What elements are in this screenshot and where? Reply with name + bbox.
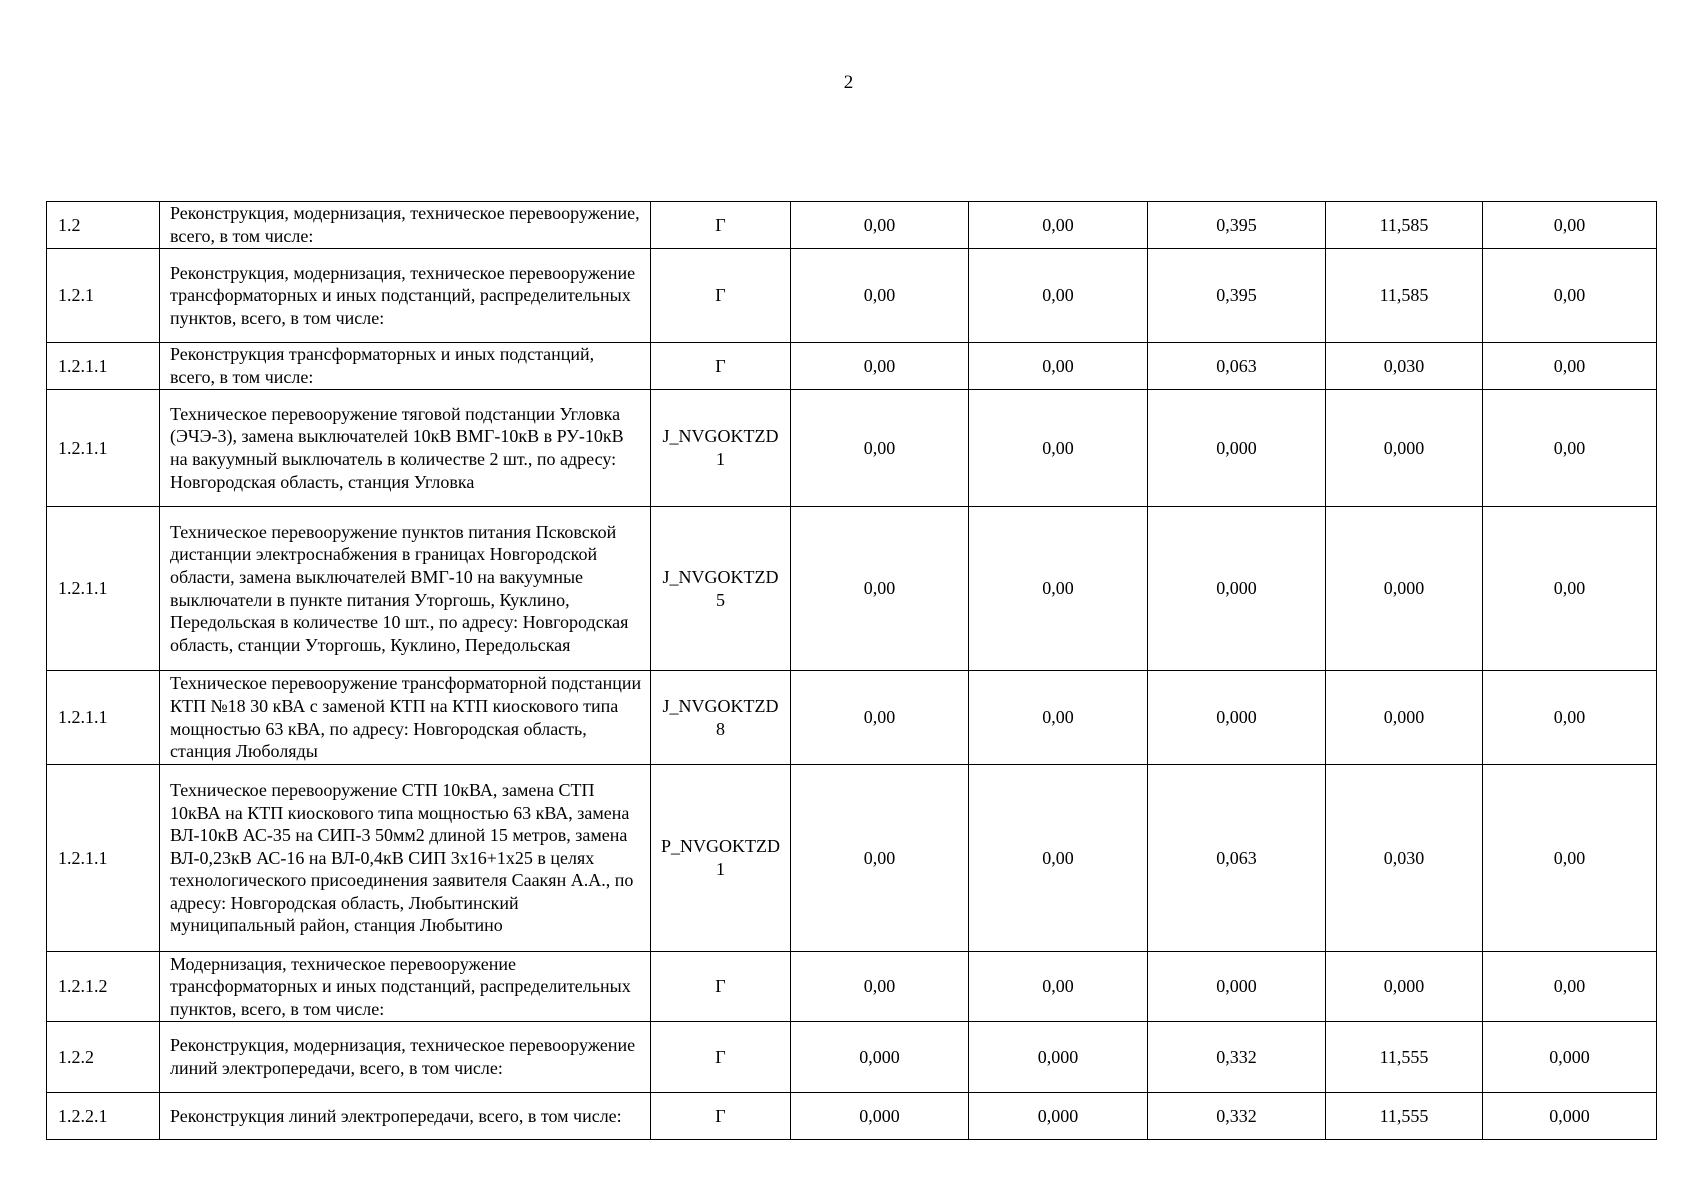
row-number: 1.2.1.1 — [47, 671, 160, 765]
row-number: 1.2.1.2 — [47, 952, 160, 1022]
row-value-2: 0,00 — [969, 202, 1148, 249]
row-name: Реконструкция трансформаторных и иных подстанций, всего, в том числе: — [160, 343, 651, 390]
row-value-3: 0,000 — [1148, 671, 1326, 765]
row-value-4: 11,555 — [1326, 1022, 1483, 1093]
table-row — [47, 343, 1657, 390]
row-code: Г — [651, 202, 791, 249]
row-code: J_NVGOKTZD5 — [651, 507, 791, 671]
table-row — [47, 507, 1657, 671]
row-value-2: 0,00 — [969, 507, 1148, 671]
row-value-3: 0,000 — [1148, 507, 1326, 671]
row-code: Г — [651, 249, 791, 343]
row-name: Техническое перевооружение пунктов питания Псковской дистанции электроснабжения в границах Новгородской области, замена выключателей ВМГ-10 на вакуумные выключатели в пункте питания Уторгошь, Куклино, Передольская в количестве 10 шт., по адресу: Новгородская область, станции Уторгошь, Куклино, Передольская — [160, 507, 651, 671]
table-body — [47, 202, 1657, 1140]
row-value-3: 0,395 — [1148, 249, 1326, 343]
row-value-5: 0,00 — [1483, 202, 1657, 249]
row-value-2: 0,00 — [969, 249, 1148, 343]
row-value-2: 0,00 — [969, 952, 1148, 1022]
row-code: J_NVGOKTZD8 — [651, 671, 791, 765]
row-code: Г — [651, 1093, 791, 1140]
row-value-2: 0,00 — [969, 765, 1148, 952]
row-value-1: 0,00 — [791, 343, 969, 390]
row-value-4: 11,555 — [1326, 1093, 1483, 1140]
row-value-2: 0,000 — [969, 1022, 1148, 1093]
row-value-2: 0,00 — [969, 390, 1148, 507]
row-number: 1.2.1.1 — [47, 507, 160, 671]
row-value-4: 0,000 — [1326, 671, 1483, 765]
row-name: Модернизация, техническое перевооружение трансформаторных и иных подстанций, распределительных пунктов, всего, в том числе: — [160, 952, 651, 1022]
row-name: Реконструкция, модернизация, техническое перевооружение линий электропередачи, всего, в том числе: — [160, 1022, 651, 1093]
row-value-5: 0,00 — [1483, 765, 1657, 952]
page-number: 2 — [843, 72, 854, 93]
row-code: Г — [651, 1022, 791, 1093]
row-number: 1.2.1.1 — [47, 390, 160, 507]
row-name: Техническое перевооружение трансформаторной подстанции КТП №18 30 кВА с заменой КТП на КТП киоскового типа мощностью 63 кВА, по адресу: Новгородская область, станция Люболяды — [160, 671, 651, 765]
row-value-3: 0,332 — [1148, 1022, 1326, 1093]
row-value-3: 0,395 — [1148, 202, 1326, 249]
row-value-3: 0,000 — [1148, 390, 1326, 507]
row-name: Техническое перевооружение СТП 10кВА, замена СТП 10кВА на КТП киоскового типа мощностью 63 кВА, замена ВЛ-10кВ АС-35 на СИП-3 50мм2 длиной 15 метров, замена ВЛ-0,23кВ АС-16 на ВЛ-0,4кВ СИП 3х16+1х25 в целях технологического присоединения заявителя Саакян А.А., по адресу: Новгородская область, Любытинский муниципальный район, станция Любытино — [160, 765, 651, 952]
row-value-5: 0,00 — [1483, 390, 1657, 507]
row-value-2: 0,00 — [969, 671, 1148, 765]
row-value-4: 11,585 — [1326, 249, 1483, 343]
row-number: 1.2.2.1 — [47, 1093, 160, 1140]
row-value-3: 0,332 — [1148, 1093, 1326, 1140]
row-value-5: 0,00 — [1483, 343, 1657, 390]
investment-table — [46, 201, 1657, 1140]
table-row — [47, 249, 1657, 343]
row-value-1: 0,00 — [791, 390, 969, 507]
row-value-5: 0,000 — [1483, 1093, 1657, 1140]
row-value-1: 0,00 — [791, 952, 969, 1022]
row-value-4: 0,000 — [1326, 390, 1483, 507]
table-row — [47, 1093, 1657, 1140]
row-code: Г — [651, 343, 791, 390]
row-code: Г — [651, 952, 791, 1022]
row-value-3: 0,063 — [1148, 343, 1326, 390]
row-value-5: 0,00 — [1483, 249, 1657, 343]
row-number: 1.2 — [47, 202, 160, 249]
row-value-1: 0,00 — [791, 507, 969, 671]
row-name: Техническое перевооружение тяговой подстанции Угловка (ЭЧЭ-3), замена выключателей 10кВ ВМГ-10кВ в РУ-10кВ на вакуумный выключатель в количестве 2 шт., по адресу: Новгородская область, станция Угловка — [160, 390, 651, 507]
row-value-1: 0,00 — [791, 202, 969, 249]
row-code: J_NVGOKTZD1 — [651, 390, 791, 507]
row-code: P_NVGOKTZD1 — [651, 765, 791, 952]
row-value-5: 0,00 — [1483, 952, 1657, 1022]
row-name: Реконструкция, модернизация, техническое перевооружение, всего, в том числе: — [160, 202, 651, 249]
row-value-4: 0,000 — [1326, 507, 1483, 671]
row-value-5: 0,00 — [1483, 507, 1657, 671]
row-number: 1.2.1 — [47, 249, 160, 343]
row-number: 1.2.2 — [47, 1022, 160, 1093]
row-value-5: 0,000 — [1483, 1022, 1657, 1093]
table-row — [47, 390, 1657, 507]
row-value-2: 0,000 — [969, 1093, 1148, 1140]
row-value-1: 0,000 — [791, 1093, 969, 1140]
row-value-3: 0,000 — [1148, 952, 1326, 1022]
table-row — [47, 1022, 1657, 1093]
table-row — [47, 765, 1657, 952]
row-name: Реконструкция линий электропередачи, всего, в том числе: — [160, 1093, 651, 1140]
row-value-4: 0,030 — [1326, 343, 1483, 390]
row-value-4: 0,030 — [1326, 765, 1483, 952]
row-value-1: 0,000 — [791, 1022, 969, 1093]
table-row — [47, 952, 1657, 1022]
table-row — [47, 671, 1657, 765]
row-value-5: 0,00 — [1483, 671, 1657, 765]
row-value-2: 0,00 — [969, 343, 1148, 390]
row-value-1: 0,00 — [791, 765, 969, 952]
row-number: 1.2.1.1 — [47, 765, 160, 952]
table-row — [47, 202, 1657, 249]
row-value-4: 0,000 — [1326, 952, 1483, 1022]
row-value-4: 11,585 — [1326, 202, 1483, 249]
row-number: 1.2.1.1 — [47, 343, 160, 390]
row-name: Реконструкция, модернизация, техническое перевооружение трансформаторных и иных подстанций, распределительных пунктов, всего, в том числе: — [160, 249, 651, 343]
row-value-1: 0,00 — [791, 249, 969, 343]
row-value-1: 0,00 — [791, 671, 969, 765]
row-value-3: 0,063 — [1148, 765, 1326, 952]
